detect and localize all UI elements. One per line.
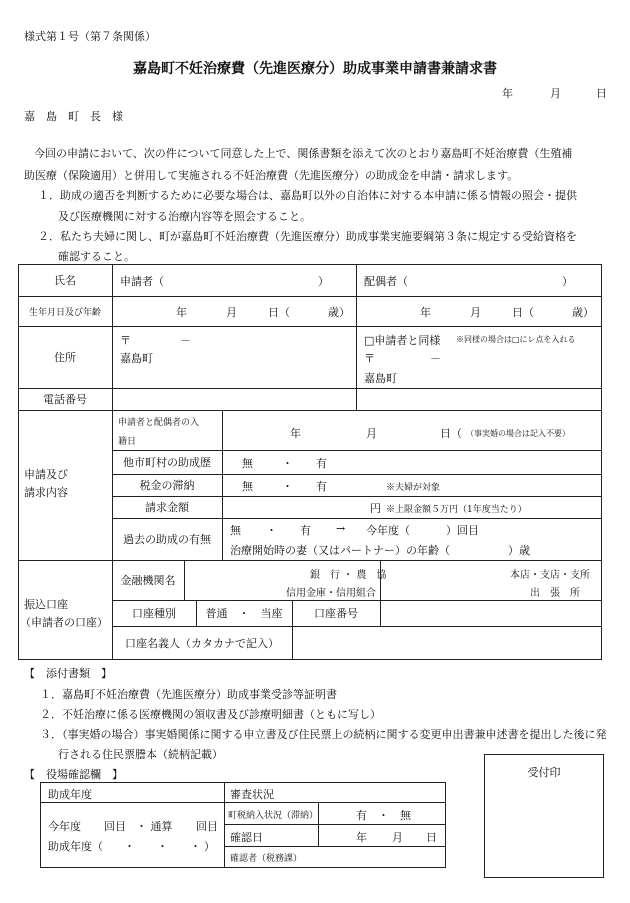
confirmer-label: 確認者（税務課） [230,854,303,864]
past-yes: 有 [300,524,311,537]
tax-status-label: 町税納入状況（滞納） [228,811,319,821]
marriage-year: 年 [290,427,301,440]
applicant-town: 嘉島町 [120,352,153,365]
tax-no: 無 [242,480,253,493]
spouse-name-label: 配偶者（ [364,275,408,288]
spouse-postal-mark: 〒 [364,352,375,365]
addressee: 嘉 島 町 長 様 [24,110,123,123]
other-muni-no: 無 [242,457,253,470]
bank-label-2: （申請者の口座） [20,616,108,629]
amount-label: 請求金額 [145,501,189,514]
attachments-heading: 【 添付書類 】 [24,667,112,680]
spouse-birth-month: 月 [470,306,481,319]
date-year: 年 [502,87,513,100]
spouse-postal-dash: － [430,352,441,365]
confirm-day: 日 [426,831,437,844]
other-municipality-label: 他市町村の助成歴 [123,456,211,469]
this-year-times: ）回目 [446,524,479,537]
applicant-birth-year: 年 [176,306,187,319]
past-subsidy-label: 過去の助成の有無 [123,533,211,546]
tax-yes: 有 [316,480,327,493]
past-no: 無 [230,524,241,537]
marriage-note: （事実婚の場合は記入不要） [466,429,570,438]
other-muni-dot: ・ [282,457,293,470]
spouse-birth-year: 年 [420,306,431,319]
account-holder-label: 口座名義人（カタカナで記入） [125,637,279,650]
arrow-icon: → [336,522,346,535]
applicant-postal-dash: － [180,334,191,347]
phone-label: 電話番号 [43,393,87,406]
spouse-age: 歳） [572,306,594,319]
limit-note: ※上限金額５万円（1年度当たり） [386,505,527,515]
past-dot: ・ [266,524,277,537]
spouse-town: 嘉島町 [364,372,397,385]
couple-note: ※夫婦が対象 [386,483,441,493]
attachment-1: １．嘉島町不妊治療費（先進医療分）助成事業受診等証明書 [40,688,337,701]
wife-age-close: ）歳 [508,544,530,557]
intro-line-2: 助医療（保険適用）と併用して実施される不妊治療費（先進医療分）の助成金を申請・請求します。 [24,169,519,182]
request-label-1: 申請及び [24,468,68,481]
this-year-kaime: 回目 [104,820,126,833]
bank-types-2: 信用金庫・信用組合 [286,588,376,599]
request-label-2: 請求内容 [24,486,68,499]
applicant-postal-mark: 〒 [120,334,131,347]
attachment-3: ３．（事実婚の場合）事実婚関係に関する申立書及び住民票上の続柄に関する変更申出書兼申述書を提出した後に発 [40,728,607,741]
applicant-name-label: 申請者（ [120,275,164,288]
tax-dot: ・ [282,480,293,493]
marriage-month: 月 [366,427,377,440]
subsidy-year-paren: 助成年度（ [48,840,103,853]
total-label: ・ 通算 [136,820,173,833]
applicant-age: 歳） [328,306,350,319]
other-muni-yes: 有 [316,457,327,470]
amount-yen: 円 [370,502,381,515]
this-year-count-label: 今年度 [48,820,81,833]
marriage-day: 日（ [440,427,462,440]
applicant-birth-day: 日（ [268,306,290,319]
consent-item-2: ２．私たち夫婦に関し、町が嘉島町不妊治療費（先進医療分）助成事業実施要綱第３条に規定する受給資格を [38,230,577,243]
branch-types-1: 本店・支店・支所 [510,570,590,581]
institution-label: 金融機関名 [120,574,176,587]
bank-types-1: 銀 行 ・ 農 協 [310,570,387,581]
consent-item-1: １．助成の適否を判断するために必要な場合は、嘉島町以外の自治体に対する本申請に係る情報の照会・提供 [38,189,577,202]
spouse-close: ） [562,275,573,288]
bank-label-1: 振込口座 [24,598,68,611]
same-note: ※同様の場合は□にレ点を入れる [456,335,576,344]
account-number-label: 口座番号 [314,607,358,620]
spouse-birth-day: 日（ [512,306,534,319]
consent-item-2-cont: 確認すること。 [58,250,135,263]
form-number: 様式第１号（第７条関係） [24,30,156,43]
name-label: 氏名 [54,274,76,287]
subsidy-year-label: 助成年度 [48,788,92,801]
subsidy-year-dots: ・ ・ ・ [124,840,201,853]
date-day: 日 [596,87,607,100]
office-heading: 【 役場確認欄 】 [24,768,123,781]
confirm-month: 月 [392,831,403,844]
subsidy-year-close: ） [204,840,215,853]
date-month: 月 [550,87,561,100]
receipt-stamp-label: 受付印 [527,766,561,779]
marriage-date-label-2: 籍日 [118,437,137,447]
this-year-label: 今年度（ [366,524,410,537]
attachment-3-cont: 行される住民票謄本（続柄記載） [58,748,223,761]
confirm-year: 年 [356,831,367,844]
review-status-label: 審査状況 [230,788,274,801]
tax-status-value: 有 ・ 無 [356,809,411,822]
attachment-2: ２．不妊治療に係る医療機関の領収書及び診療明細書（ともに写し） [40,708,381,721]
same-as-applicant-checkbox[interactable]: □申請者と同様 [364,334,441,347]
confirm-date-label: 確認日 [230,831,263,844]
marriage-date-label-1: 申請者と配偶者の入 [118,418,200,428]
account-type-label: 口座種別 [132,607,176,620]
intro-line-1: 今回の申請において、次の件について同意した上で、関係書類を添えて次のとおり嘉島町不妊治療費（生殖補 [34,147,573,160]
consent-item-1-cont: 及び医療機関に対する治療内容等を照会すること。 [58,210,311,223]
page-title: 嘉島町不妊治療費（先進医療分）助成事業申請書兼請求書 [133,61,497,77]
address-label: 住所 [54,351,76,364]
birth-label: 生年月日及び年齢 [28,307,101,318]
branch-types-2: 出 張 所 [530,588,580,599]
account-kinds: 普通 ・ 当座 [205,607,283,620]
wife-age-label: 治療開始時の妻（又はパートナー）の年齢（ [230,544,450,557]
applicant-birth-month: 月 [226,306,237,319]
tax-arrears-label: 税金の滞納 [139,479,195,492]
total-kaime: 回目 [196,820,218,833]
applicant-close: ） [318,275,329,288]
